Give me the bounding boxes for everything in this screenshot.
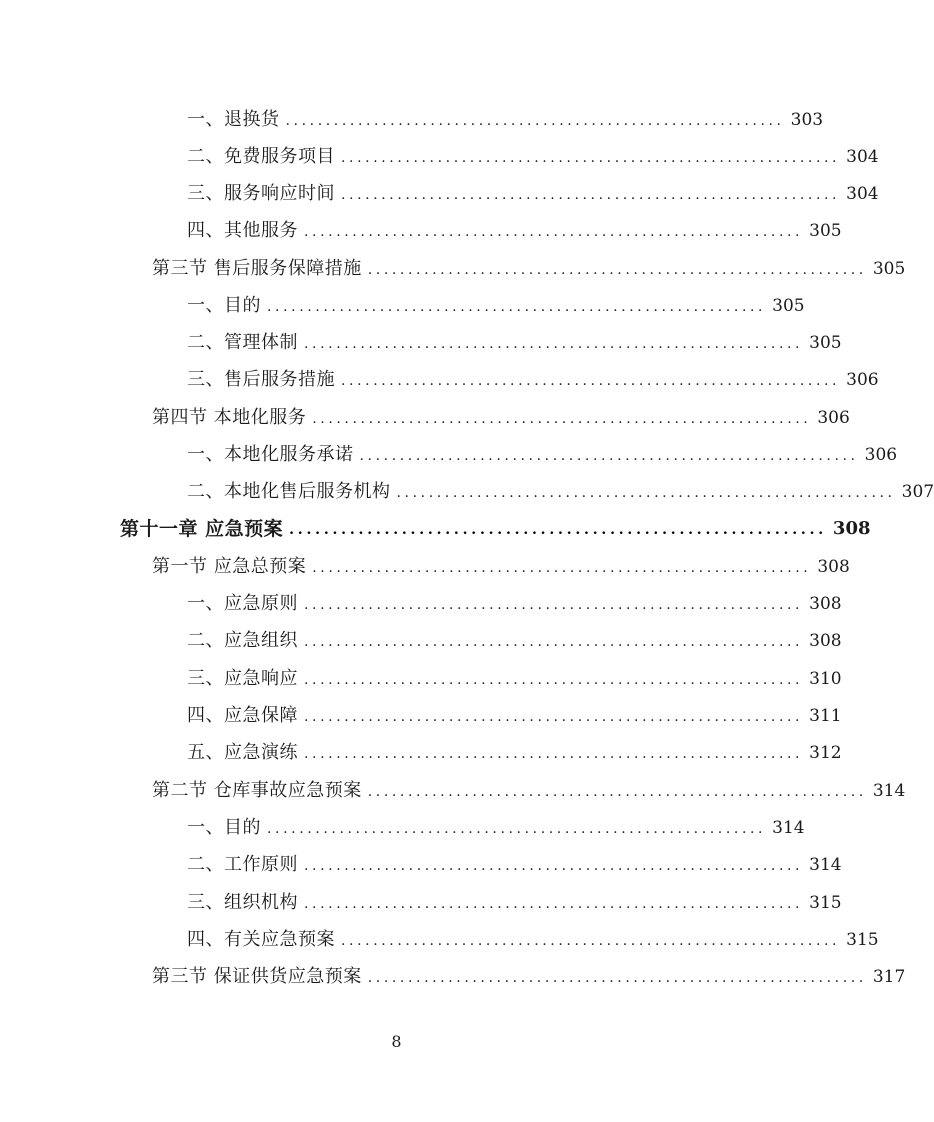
- dot-leader: ..............................................................: [267, 299, 767, 315]
- toc-entry-label: 第一节 应急总预案: [152, 556, 307, 577]
- toc-entry-page: 306: [846, 370, 879, 390]
- toc-entry-label: 五、应急演练: [187, 742, 298, 763]
- dot-leader: ..............................................................: [304, 336, 804, 352]
- dot-leader: ..............................................................: [267, 821, 767, 837]
- toc-entry-page: 305: [872, 259, 906, 279]
- dot-leader: ..............................................................: [312, 560, 812, 576]
- toc-entry[interactable]: [152, 405, 850, 431]
- toc-entry-page: 314: [872, 781, 906, 801]
- toc-entry-page: 306: [817, 408, 850, 428]
- toc-entry[interactable]: [187, 628, 842, 654]
- toc-entry-page: 304: [846, 147, 879, 167]
- toc-entry[interactable]: [152, 554, 850, 580]
- toc-entry-page: 315: [846, 930, 879, 950]
- toc-entry[interactable]: [187, 666, 842, 692]
- toc-entry-label: 三、应急响应: [187, 668, 298, 689]
- toc-entry-page: 307: [901, 482, 934, 502]
- dot-leader: ..............................................................: [304, 224, 804, 240]
- toc-entry-label: 二、免费服务项目: [187, 146, 335, 167]
- toc-entry[interactable]: [152, 964, 906, 990]
- dot-leader: ..............................................................: [341, 933, 841, 949]
- toc-entry[interactable]: [187, 181, 879, 207]
- dot-leader: ..............................................................: [289, 522, 827, 538]
- toc-entry-page: 310: [809, 669, 842, 689]
- toc-entry-page: 305: [809, 333, 842, 353]
- toc-entry[interactable]: [187, 218, 842, 244]
- toc-entry-label: 三、服务响应时间: [187, 183, 335, 204]
- dot-leader: ..............................................................: [304, 746, 804, 762]
- toc-entry-label: 四、应急保障: [187, 705, 298, 726]
- toc-entry[interactable]: [187, 852, 842, 878]
- dot-leader: ..............................................................: [341, 150, 841, 166]
- dot-leader: ..............................................................: [304, 709, 804, 725]
- toc-entry[interactable]: [187, 703, 842, 729]
- dot-leader: ..............................................................: [304, 896, 804, 912]
- toc-entry-label: 二、工作原则: [187, 854, 298, 875]
- toc-entry-page: 304: [846, 184, 879, 204]
- toc-entry-page: 308: [809, 631, 842, 651]
- dot-leader: ..............................................................: [304, 597, 804, 613]
- dot-leader: ..............................................................: [367, 970, 867, 986]
- dot-leader: ..............................................................: [304, 858, 804, 874]
- toc-entry-page: 308: [817, 557, 850, 577]
- dot-leader: ..............................................................: [359, 448, 859, 464]
- toc-entry-label: 一、退换货: [187, 109, 280, 130]
- page-number: 8: [391, 1032, 402, 1051]
- toc-entry-label: 一、本地化服务承诺: [187, 444, 354, 465]
- toc-entry-label: 四、有关应急预案: [187, 929, 335, 950]
- toc-entry-label: 第三节 售后服务保障措施: [152, 258, 362, 279]
- dot-leader: ..............................................................: [341, 187, 841, 203]
- toc-entry-label: 第四节 本地化服务: [152, 407, 307, 428]
- toc-entry-label: 一、应急原则: [187, 593, 298, 614]
- toc-entry-page: 312: [809, 743, 842, 763]
- toc-entry-label: 二、管理体制: [187, 332, 298, 353]
- toc-entry[interactable]: [187, 815, 805, 841]
- toc-entry-page: 311: [809, 706, 842, 726]
- toc-entry-label: 三、售后服务措施: [187, 369, 335, 390]
- toc-entry-label: 第二节 仓库事故应急预案: [152, 780, 362, 801]
- toc-entry-label: 一、目的: [187, 817, 261, 838]
- toc-entry[interactable]: [152, 778, 906, 804]
- toc-entry-page: 308: [832, 518, 871, 539]
- dot-leader: ..............................................................: [341, 373, 841, 389]
- toc-entry-page: 305: [772, 296, 805, 316]
- toc-entry[interactable]: [187, 890, 842, 916]
- toc-entry[interactable]: [187, 442, 898, 468]
- toc-entry-page: 306: [864, 445, 898, 465]
- toc-entry-chapter[interactable]: [120, 516, 871, 542]
- dot-leader: ..............................................................: [304, 672, 804, 688]
- toc-entry-page: 303: [790, 110, 824, 130]
- toc-entry-label: 第三节 保证供货应急预案: [152, 966, 362, 987]
- dot-leader: ..............................................................: [367, 262, 867, 278]
- toc-entry[interactable]: [187, 479, 934, 505]
- toc-entry[interactable]: [187, 330, 842, 356]
- toc-entry-page: 317: [872, 967, 906, 987]
- toc-entry-label: 三、组织机构: [187, 892, 298, 913]
- toc-entry-page: 308: [809, 594, 842, 614]
- toc-entry[interactable]: [187, 740, 842, 766]
- toc-entry-page: 305: [809, 221, 842, 241]
- dot-leader: ..............................................................: [396, 485, 896, 501]
- dot-leader: ..............................................................: [367, 784, 867, 800]
- toc-entry-label: 二、本地化售后服务机构: [187, 481, 391, 502]
- toc-entry[interactable]: [187, 367, 879, 393]
- toc-entry-label: 四、其他服务: [187, 220, 298, 241]
- dot-leader: ..............................................................: [312, 411, 812, 427]
- toc-entry-page: 314: [809, 855, 842, 875]
- toc-entry[interactable]: [187, 591, 842, 617]
- toc-entry-label: 二、应急组织: [187, 630, 298, 651]
- dot-leader: ..............................................................: [304, 634, 804, 650]
- toc-entry[interactable]: [152, 256, 906, 282]
- toc-entry-label: 第十一章 应急预案: [120, 518, 284, 540]
- toc-entry[interactable]: [187, 107, 824, 133]
- toc-entry-label: 一、目的: [187, 295, 261, 316]
- toc-entry-page: 314: [772, 818, 805, 838]
- dot-leader: ..............................................................: [285, 113, 785, 129]
- toc-entry-page: 315: [809, 893, 842, 913]
- toc-entry[interactable]: [187, 927, 879, 953]
- toc-entry[interactable]: [187, 144, 879, 170]
- toc-entry[interactable]: [187, 293, 805, 319]
